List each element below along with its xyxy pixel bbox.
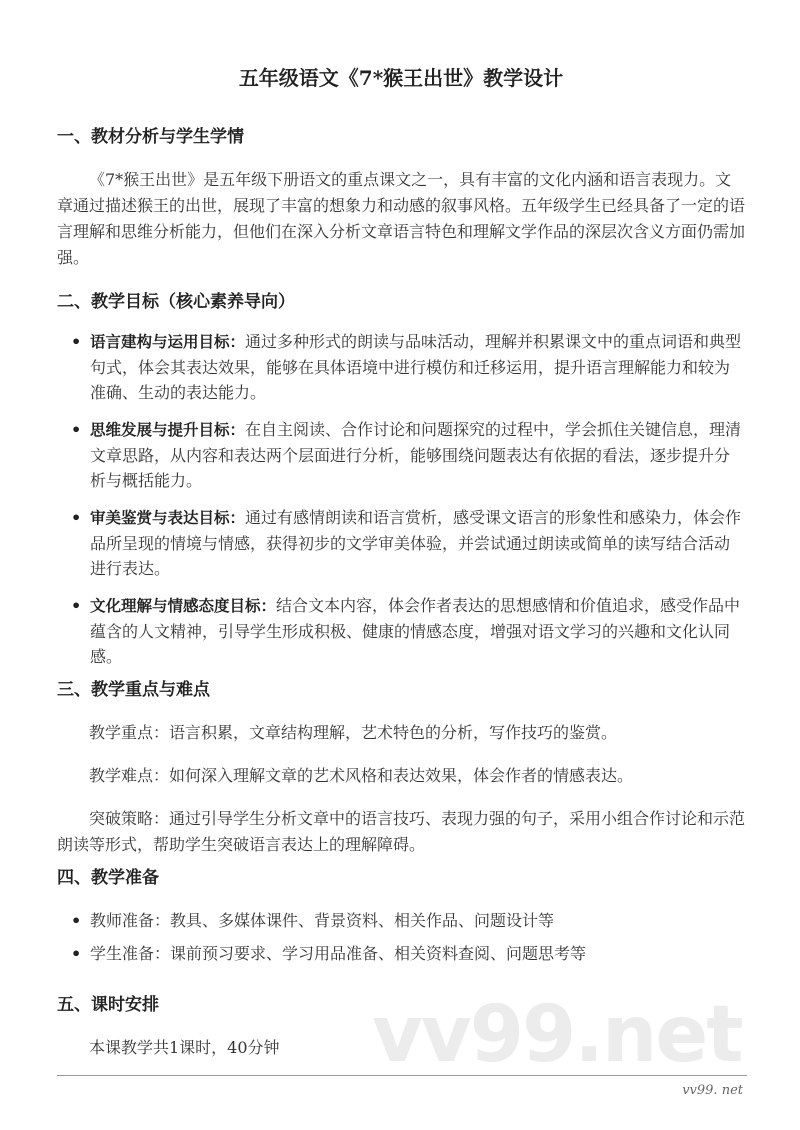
document-title: 五年级语文《7*猴王出世》教学设计 [238, 66, 564, 90]
list-item: • 教师准备：教具、多媒体课件、背景资料、相关作品、问题设计等 [57, 908, 745, 933]
item-text: 结合文本内容，体会作者表达的思想感情和价值追求，感受作品中蕴含的人文精神，引导学生形成积极、健康的情感态度，增强对语文学习的兴趣和文化认同感。 [90, 596, 741, 666]
item-label: 审美鉴赏与表达目标： [90, 509, 246, 527]
item-text: 通过有感情朗读和语言赏析，感受课文语言的形象性和感染力，体会作品所呈现的情境与情感，获得初步的文学审美体验，并尝试通过朗读或简单的读写结合活动进行表达。 [90, 508, 742, 578]
section-heading: 一、教材分析与学生学情 [57, 127, 244, 147]
section-analysis [57, 122, 745, 271]
list-item [57, 417, 745, 493]
list-item [57, 329, 745, 405]
section-objectives [57, 287, 745, 681]
section-preparation [57, 863, 745, 978]
item-label: 语言建构与运用目标： [90, 333, 246, 351]
section-schedule [57, 990, 745, 1061]
item-text: 通过多种形式的朗读与品味活动，理解并积累课文中的重点词语和典型句式，体会其表达效果，能够在具体语境中进行模仿和迁移运用，提升语言理解能力和较为准确、生动的表达能力。 [90, 332, 742, 402]
section-heading: 三、教学重点与难点 [57, 680, 210, 700]
paragraph: 《7*猴王出世》是五年级下册语文的重点课文之一，具有丰富的文化内涵和语言表现力。文章通过描述猴王的出世，展现了丰富的想象力和动感的叙事风格。五年级学生已经具备了一定的语言理解和思维分析能力，但他们在深入分析文章语言特色和理解文学作品的深层次含义方面仍需加强。 [57, 170, 746, 267]
item-text: 在自主阅读、合作讨论和问题探究的过程中，学会抓住关键信息，理清文章思路，从内容和表达两个层面进行分析，能够围绕问题表达有依据的看法，逐步提升分析与概括能力。 [90, 420, 742, 490]
list-item [57, 593, 745, 669]
watermark: vv99.net [372, 990, 742, 1080]
objectives-list [57, 329, 745, 669]
item-label: 思维发展与提升目标： [90, 421, 246, 439]
footer-site: vv99. net [682, 1083, 743, 1098]
list-item [57, 505, 745, 581]
footer-divider [57, 1075, 747, 1076]
paragraph: 突破策略：通过引导学生分析文章中的语言技巧、表现力强的句子，采用小组合作讨论和示范朗读等形式，帮助学生突破语言表达上的理解障碍。 [57, 809, 746, 854]
paragraph: 教学难点：如何深入理解文章的艺术风格和表达效果，体会作者的情感表达。 [89, 766, 634, 785]
section-heading: 四、教学准备 [57, 868, 159, 888]
paragraph: 本课教学共1课时，40分钟 [89, 1038, 280, 1057]
paragraph: 教学重点：语言积累，文章结构理解，艺术特色的分析，写作技巧的鉴赏。 [89, 723, 618, 742]
section-heading: 二、教学目标（核心素养导向） [57, 292, 295, 312]
item-label: 文化理解与情感态度目标： [90, 597, 277, 615]
section-key-points [57, 675, 745, 858]
preparation-list [57, 908, 745, 966]
section-heading: 五、课时安排 [57, 995, 159, 1015]
list-item: • 学生准备：课前预习要求、学习用品准备、相关资料查阅、问题思考等 [57, 941, 745, 966]
